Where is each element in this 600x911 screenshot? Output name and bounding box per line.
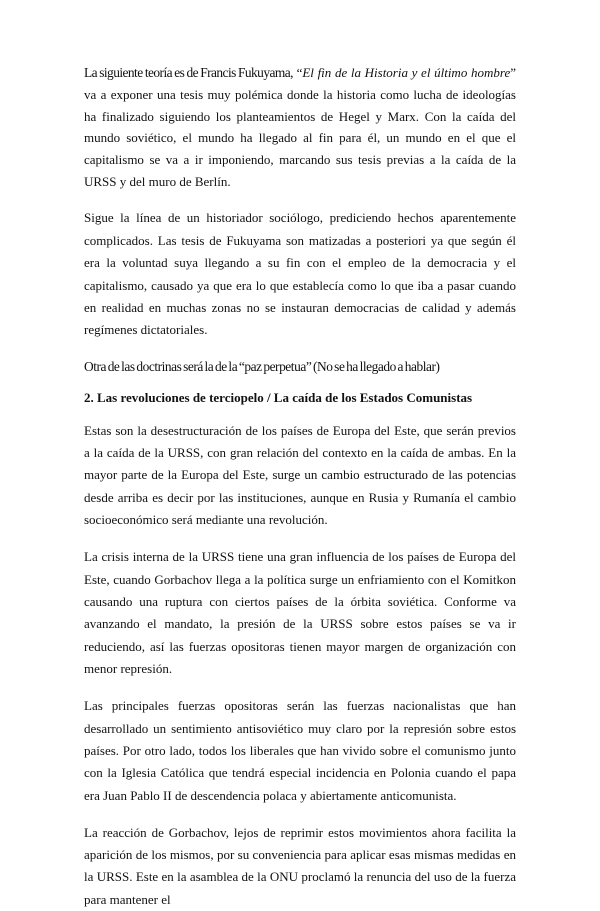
- paragraph-reaccion-gorbachov: La reacción de Gorbachov, lejos de reprimir estos movimientos ahora facilita la aparición de los mismos, por su conveniencia para aplicar esas mismas medidas en la URSS. Este en la asamblea de la ONU proclamó la renuncia del uso de la fuerza para mantener el: [84, 824, 516, 907]
- paragraph-intro: La siguiente teoría es de Francis Fukuyama,: [84, 65, 293, 80]
- quote-close: ”: [510, 65, 516, 80]
- paragraph-crisis-interna: La crisis interna de la URSS tiene una gran influencia de los países de Europa del Este, cuando Gorbachov llega a la política surge un enfriamiento con el Komitkon causando una ruptura con ciertos países de la órbita soviética. Conforme va avanzando el mandato, la presión de la URSS sobre estos países se va ir reduciendo, así las fuerzas opositoras tienen mayor margen de organización con menor represión.: [84, 549, 516, 677]
- quote-open: “: [292, 65, 303, 80]
- paragraph-fuerzas-opositoras: Las principales fuerzas opositoras serán las fuerzas nacionalistas que han desarrollado un sentimiento antisoviético muy claro por la represión sobre estos países. Por otro lado, todos los liberales que han vivido sobre el comunismo junto con la Iglesia Católica que tendrá especial incidencia en Polonia cuando el papa era Juan Pablo II de descendencia polaca y abiertamente anticomunista.: [84, 698, 516, 803]
- paragraph-historiador: Sigue la línea de un historiador sociólogo, prediciendo hechos aparentemente complicados. Las tesis de Fukuyama son matizadas a posteriori ya que según él era la voluntad suya llegando a su fin con el empleo de la democracia y el capitalismo, causado ya que era lo que establecía como lo que iba a pasar cuando en realidad en muchas zonas no se instauran democracias de calidad y además regímenes dictatoriales.: [84, 210, 516, 338]
- book-title: El fin de la Historia y el último hombre: [302, 65, 511, 80]
- paragraph-rest: va a exponer una tesis muy polémica donde la historia como lucha de ideologías ha finalizado siguiendo los planteamientos de Hegel y Marx. Con la caída del mundo soviético, el mundo ha llegado al fin para él, un mundo en el que el capitalismo se va a ir imponiendo, marcando sus tesis previas a la caída de la URSS y del muro de Berlín.: [84, 86, 516, 189]
- paragraph-desestructuracion: Estas son la desestructuración de los países de Europa del Este, que serán previos a la caída de la URSS, con gran relación del contexto en la caída de ambas. En la mayor parte de la Europa del Este, surge un cambio estructurado de las potencias desde arriba es decir por las instituciones, aunque en Rusia y Rumanía el cambio socioeconómico será mediante una revolución.: [84, 422, 516, 528]
- paragraph-fukuyama: [84, 62, 516, 193]
- section-heading: 2. Las revoluciones de terciopelo / La caída de los Estados Comunistas: [84, 389, 473, 405]
- paragraph-paz-perpetua: Otra de las doctrinas será la de la “paz perpetua” (No se ha llegado a hablar): [84, 359, 440, 375]
